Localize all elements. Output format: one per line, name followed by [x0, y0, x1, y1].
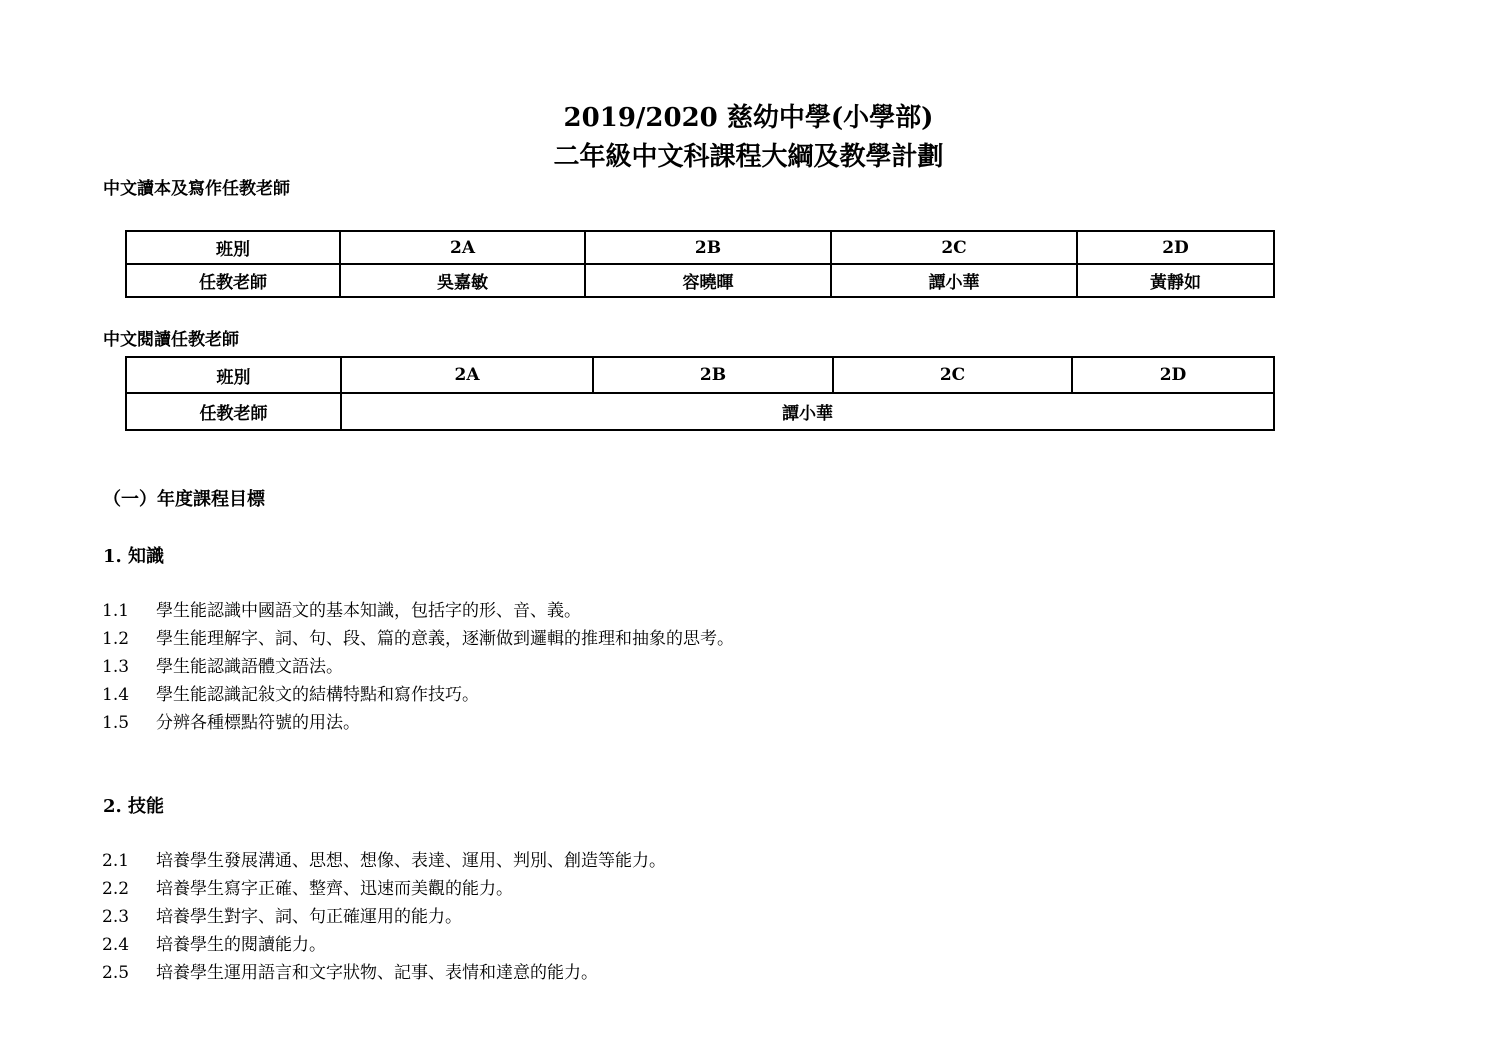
- list-item: [102, 931, 666, 959]
- item-number: 1.1: [102, 601, 130, 621]
- table-row: [126, 264, 1274, 297]
- table-header-cell: 2C: [831, 231, 1077, 264]
- writing-teachers-table: [125, 230, 1275, 298]
- list-item: [102, 959, 666, 987]
- item-number: 1.3: [102, 657, 130, 677]
- page-title-line2: 二年級中文科課程大綱及教學計劃: [553, 142, 944, 172]
- skills-list: [102, 847, 666, 987]
- table-header-cell: 2A: [340, 231, 585, 264]
- table-header-cell: 2D: [1072, 357, 1274, 393]
- table-header-cell: 班別: [126, 231, 340, 264]
- knowledge-heading: 1. 知識: [103, 546, 165, 567]
- item-text: 學生能認識中國語文的基本知識，包括字的形、音、義。: [156, 601, 581, 621]
- item-number: 2.4: [102, 935, 130, 955]
- list-item: [102, 625, 734, 653]
- section-label-reading-teachers: 中文閱讀任教老師: [103, 330, 239, 350]
- table-header-cell: 2D: [1077, 231, 1274, 264]
- goals-heading: （一）年度課程目標: [103, 489, 265, 510]
- list-item: [102, 709, 734, 737]
- table-header-row: [126, 357, 1274, 393]
- item-text: 學生能認識語體文語法。: [156, 657, 343, 677]
- item-text: 培養學生運用語言和文字狀物、記事、表情和達意的能力。: [156, 963, 598, 983]
- table-header-row: [126, 231, 1274, 264]
- item-number: 2.3: [102, 907, 130, 927]
- section-label-writing-teachers: 中文讀本及寫作任教老師: [103, 179, 290, 199]
- list-item: [102, 847, 666, 875]
- item-text: 培養學生的閱讀能力。: [156, 935, 326, 955]
- table-header-cell: 2A: [341, 357, 593, 393]
- teacher-cell: 譚小華: [831, 264, 1077, 297]
- table-header-cell: 2B: [585, 231, 831, 264]
- page-title-line1: 2019/2020 慈幼中學(小學部): [563, 103, 934, 133]
- item-text: 培養學生對字、詞、句正確運用的能力。: [156, 907, 462, 927]
- table-header-cell: 班別: [126, 357, 341, 393]
- skills-heading: 2. 技能: [103, 796, 165, 817]
- list-item: [102, 681, 734, 709]
- item-number: 1.4: [102, 685, 130, 705]
- teacher-cell: 容曉暉: [585, 264, 831, 297]
- reading-teachers-table: [125, 356, 1275, 431]
- teacher-cell: 黃靜如: [1077, 264, 1274, 297]
- table-header-cell: 2C: [833, 357, 1072, 393]
- item-number: 1.5: [102, 713, 130, 733]
- item-number: 2.5: [102, 963, 130, 983]
- teacher-cell: 譚小華: [341, 393, 1274, 430]
- item-text: 學生能認識記敍文的結構特點和寫作技巧。: [156, 685, 479, 705]
- list-item: [102, 875, 666, 903]
- item-number: 1.2: [102, 629, 130, 649]
- table-row: [126, 393, 1274, 430]
- list-item: [102, 903, 666, 931]
- table-header-cell: 2B: [593, 357, 833, 393]
- list-item: [102, 597, 734, 625]
- list-item: [102, 653, 734, 681]
- row-label-cell: 任教老師: [126, 393, 341, 430]
- item-number: 2.1: [102, 851, 130, 871]
- teacher-cell: 吳嘉敏: [340, 264, 585, 297]
- item-text: 培養學生寫字正確、整齊、迅速而美觀的能力。: [156, 879, 513, 899]
- row-label-cell: 任教老師: [126, 264, 340, 297]
- item-text: 分辨各種標點符號的用法。: [156, 713, 360, 733]
- item-text: 培養學生發展溝通、思想、想像、表達、運用、判別、創造等能力。: [156, 851, 666, 871]
- item-text: 學生能理解字、詞、句、段、篇的意義，逐漸做到邏輯的推理和抽象的思考。: [156, 629, 734, 649]
- item-number: 2.2: [102, 879, 130, 899]
- knowledge-list: [102, 597, 734, 737]
